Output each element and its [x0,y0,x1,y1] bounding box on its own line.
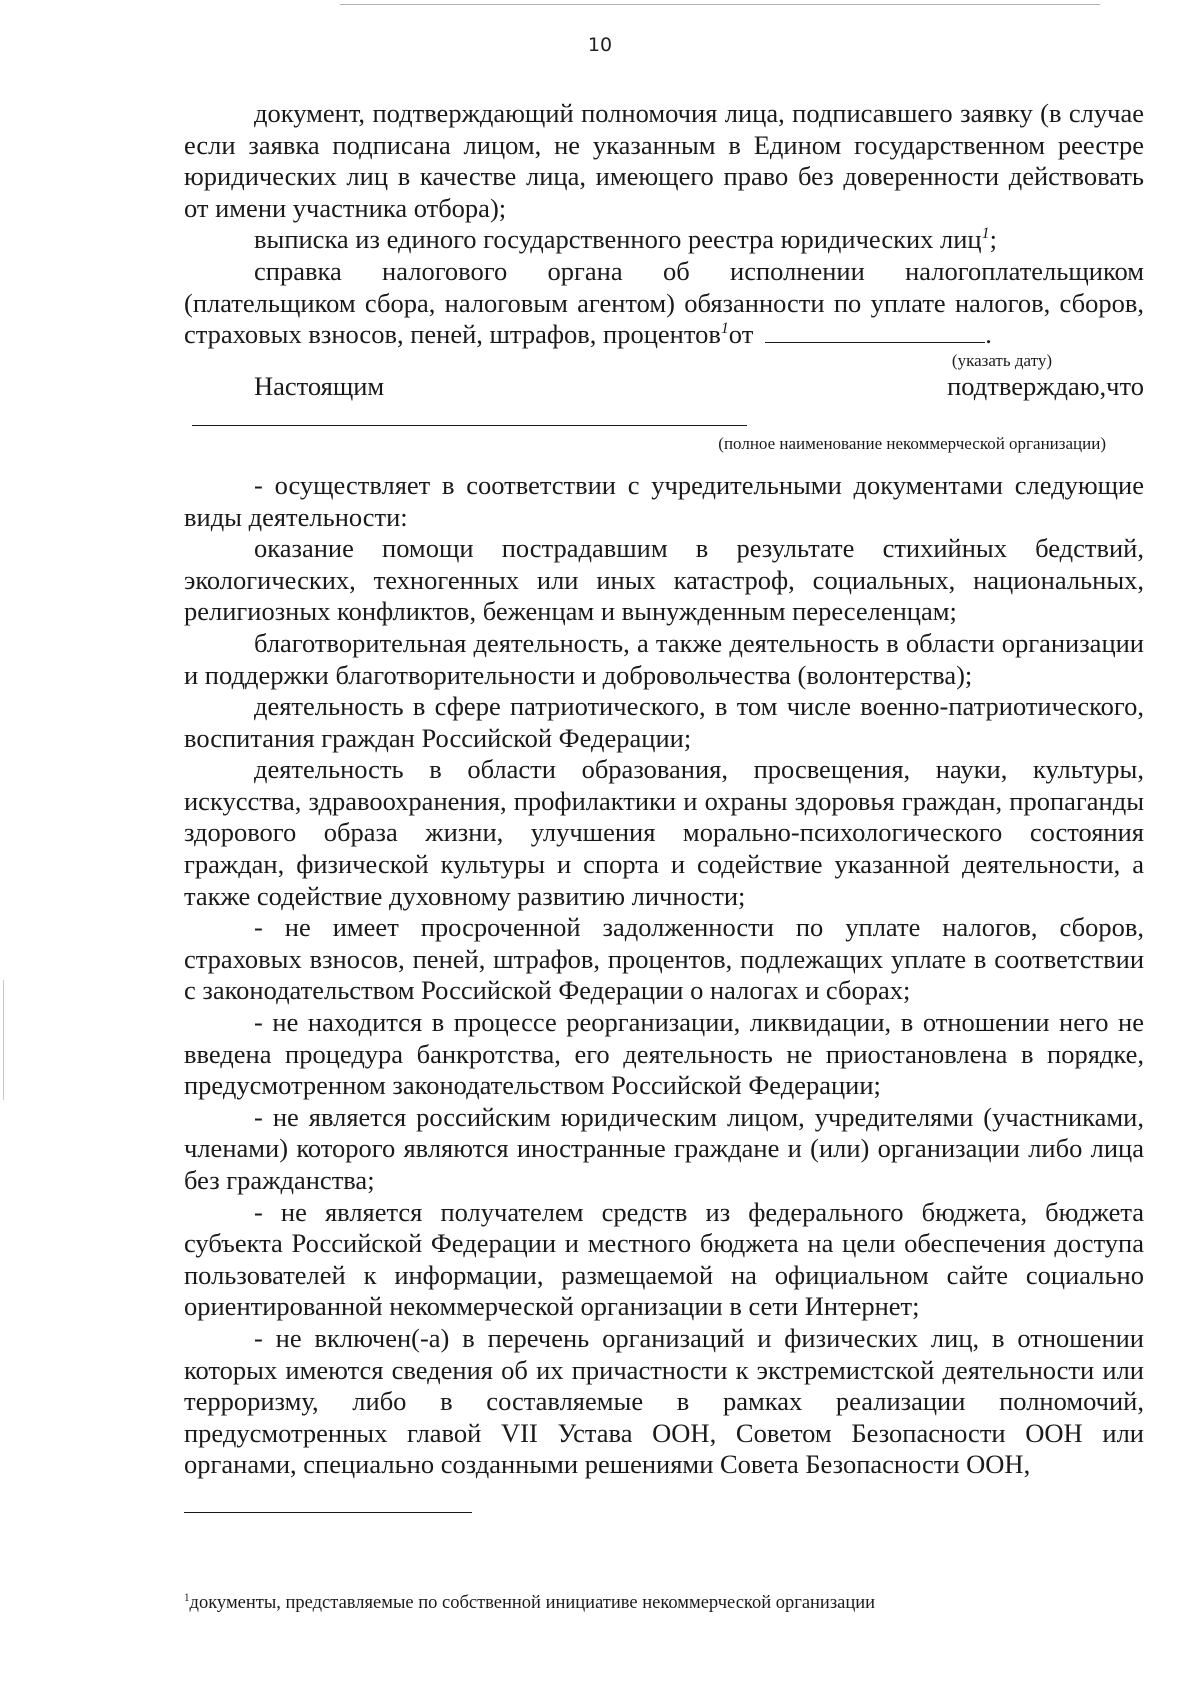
organization-fill-line[interactable] [192,403,747,426]
paragraph-text: от [728,319,754,350]
date-fill-line[interactable] [765,320,985,343]
footnote-mark: 1 [184,1591,190,1604]
paragraph [184,224,1144,256]
footnote [184,1592,1144,1614]
paragraph: - осуществляет в соответствии с учредительными документами следующие виды деятельности: [184,469,1144,532]
footnote-ref: 1 [720,320,729,338]
paragraph: - не имеет просроченной задолженности по уплате налогов, сборов, страховых взносов, пеней, штрафов, процентов, подлежащих уплате в соответствии с законодательством Российской Федерации о налогах и сборах; [184,912,1144,1006]
paragraph: документ, подтверждающий полномочия лица, подписавшего заявку (в случае если заявка подписана лицом, не указанным в Едином государственном реестре юридических лиц в качестве лица, имеющего право без доверенности действовать от имени участника отбора); [184,98,1144,223]
paragraph: - не является российским юридическим лицом, учредителями (участниками, членами) которого являются иностранные граждане и (или) организации либо лица без гражданства; [184,1101,1144,1195]
paragraph: - не является получателем средств из федерального бюджета, бюджета субъекта Российской Федерации и местного бюджета на цели обеспечения доступа пользователей к информации, размещаемой на официальном сайте социально ориентированной некоммерческой организации в сети Интернет; [184,1196,1144,1322]
paragraph-text: выписка из единого государственного реестра юридических лиц [254,224,982,255]
paragraph: благотворительная деятельность, а также деятельность в области организации и поддержки благотворительности и добровольчества (волонтерства); [184,627,1144,690]
paragraph-text: Настоящим подтверждаю,что [254,370,1144,401]
paragraph-text: справка налогового органа об исполнении налогоплательщиком (плательщиком сбора, налоговым агентом) обязанности по уплате налогов, сборов, страховых взносов, пеней, штрафов, процентов [184,255,1144,350]
date-hint: (указать дату) [951,350,1052,370]
footnote-separator [184,1512,472,1513]
left-edge-line [3,980,4,1100]
paragraph: деятельность в области образования, просвещения, науки, культуры, искусства, здравоохранения, профилактики и охраны здоровья граждан, пропаганды здорового образа жизни, улучшения морально-психологического состояния граждан, физической культуры и спорта и содействие указанной деятельности, а также содействие духовному развитию личности; [184,754,1144,911]
paragraph: - не находится в процессе реорганизации, ликвидации, в отношении него не введена процедура банкротства, его деятельность не приостановлена в порядке, предусмотренном законодательством Российской Федерации; [184,1007,1144,1101]
paragraph: деятельность в сфере патриотического, в том числе военно-патриотического, воспитания граждан Российской Федерации; [184,691,1144,753]
paragraph [184,371,1144,434]
organization-hint: (полное наименование некоммерческой организации) [718,433,1106,453]
document-body [184,98,1144,1481]
footnote-ref: 1 [981,225,990,243]
footnote-text: документы, представляемые по собственной инициативе некоммерческой организации [189,1593,876,1613]
page-number: 10 [587,34,613,56]
top-edge-line [340,4,1100,5]
paragraph: оказание помощи пострадавшим в результате стихийных бедствий, экологических, техногенных или иных катастроф, социальных, национальных, религиозных конфликтов, беженцам и вынужденным переселенцам; [184,533,1144,627]
punctuation: ; [989,224,997,255]
paragraph [184,256,1144,351]
punctuation: . [985,319,992,350]
paragraph: - не включен(-а) в перечень организаций и физических лиц, в отношении которых имеются сведения об их причастности к экстремистской деятельности или терроризму, либо в составляемые в рамках реализации полномочий, предусмотренных главой VII Устава ООН, Советом Безопасности ООН или органами, специально созданными решениями Совета Безопасности ООН, [184,1322,1144,1480]
